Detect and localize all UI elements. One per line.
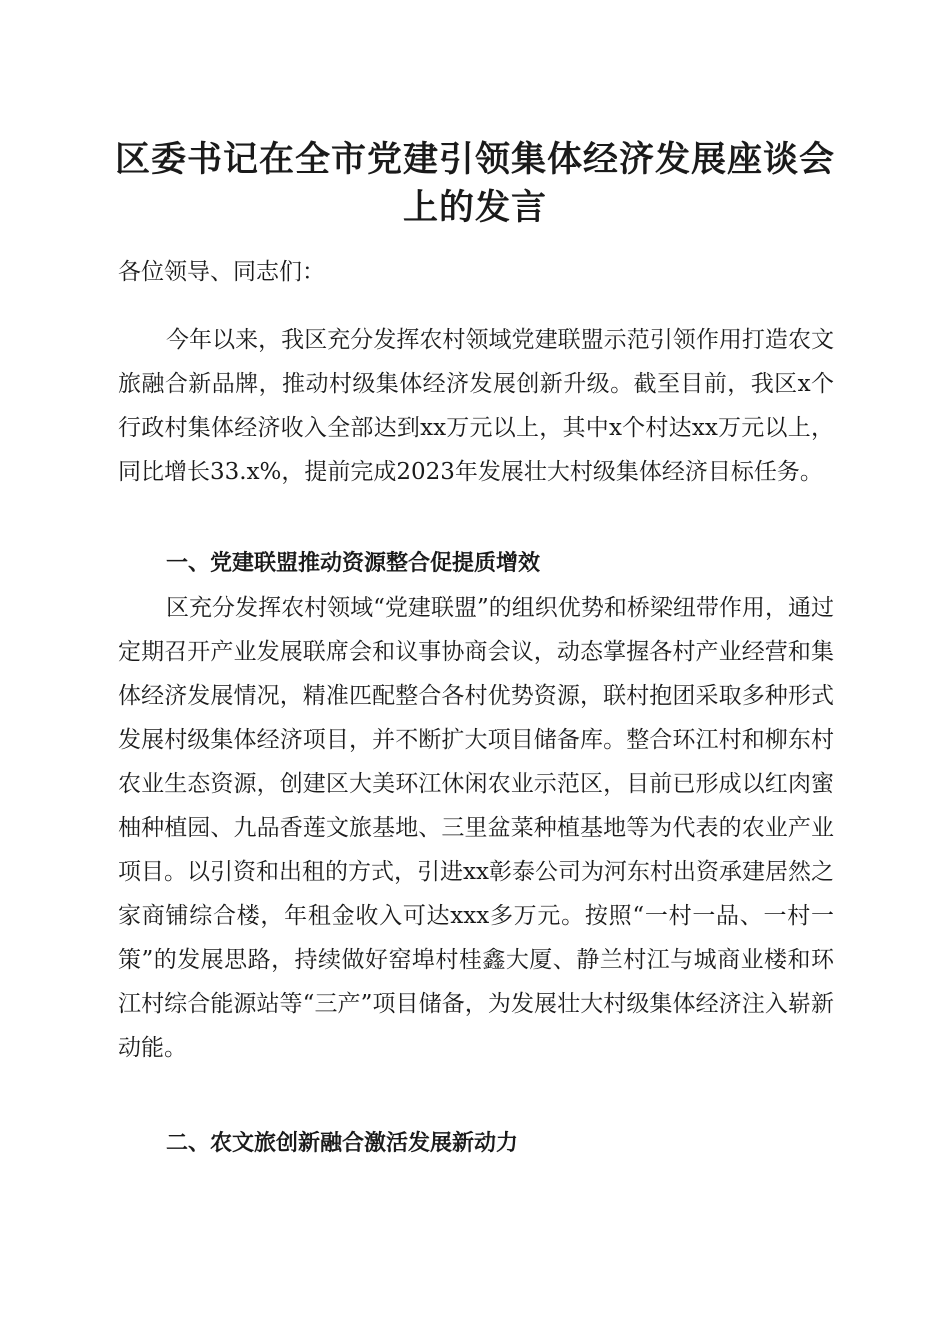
document-title-line-2: 上的发言 <box>402 187 547 228</box>
section-heading-1: 一、党建联盟推动资源整合促提质增效 <box>166 551 541 576</box>
salutation: 各位领导、同志们： <box>118 259 325 285</box>
section-heading-2: 二、农文旅创新融合激活发展新动力 <box>166 1131 519 1156</box>
section-paragraph-1: 区充分发挥农村领域“党建联盟”的组织优势和桥梁纽带作用，通过定期召开产业发展联席会和议事协商会议，动态掌握各村产业经营和集体经济发展情况，精准匹配整合各村优势资源，联村抱团采取多种形式发展村级集体经济项目，并不断扩大项目储备库。整合环江村和柳东村农业生态资源，创建区大美环江休闲农业示范区，目前已形成以红肉蜜柚种植园、九品香莲文旅基地、三里盆菜种植基地等为代表的农业产业项目。以引资和出租的方式，引进xx彰泰公司为河东村出资承建居然之家商铺综合楼，年租金收入可达xxx多万元。按照“一村一品、一村一策”的发展思路，持续做好窑埠村桂鑫大厦、静兰村江与城商业楼和环江村综合能源站等“三产”项目储备，为发展壮大村级集体经济注入崭新动能。 <box>118 595 834 1061</box>
intro-paragraph: 今年以来，我区充分发挥农村领域党建联盟示范引领作用打造农文旅融合新品牌，推动村级集体经济发展创新升级。截至目前，我区x个行政村集体经济收入全部达到xx万元以上，其中x个村达xx万元以上，同比增长33.x%，提前完成2023年发展壮大村级集体经济目标任务。 <box>118 327 834 485</box>
document-title-line-1: 区委书记在全市党建引领集体经济发展座谈会 <box>114 139 835 180</box>
